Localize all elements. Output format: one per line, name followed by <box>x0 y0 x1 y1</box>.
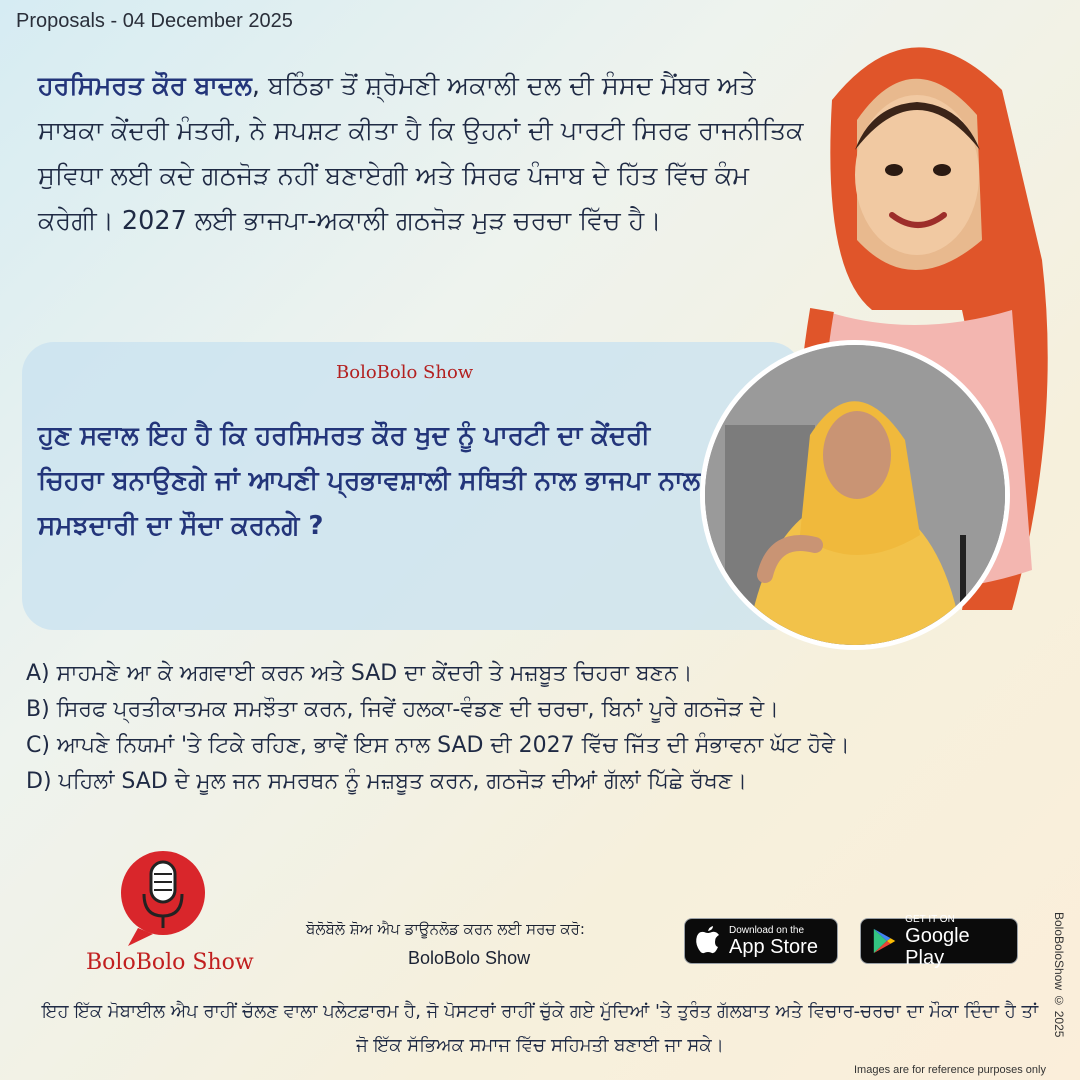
image-disclaimer: Images are for reference purposes only <box>854 1064 1046 1076</box>
speaker-photo <box>700 340 1010 650</box>
google-play-small-text: GET IT ON <box>905 913 955 925</box>
intro-paragraph <box>38 64 808 244</box>
option-b: B) ਸਿਰਫ ਪ੍ਰਤੀਕਾਤਮਕ ਸਮਝੌਤਾ ਕਰਨ, ਜਿਵੇਂ ਹਲਕਾ-ਵੰਡਣ ਦੀ ਚਰਚਾ, ਬਿਨਾਂ ਪੂਰੇ ਗਠਜੋੜ ਦੇ। <box>26 697 779 722</box>
microphone-icon <box>118 848 208 948</box>
answer-options <box>26 656 1046 800</box>
google-play-button[interactable] <box>860 913 1018 969</box>
app-store-small-text: Download on the <box>729 924 805 936</box>
question-text: ਹੁਣ ਸਵਾਲ ਇਹ ਹੈ ਕਿ ਹਰਸਿਮਰਤ ਕੌਰ ਖੁਦ ਨੂੰ ਪਾਰਟੀ ਦਾ ਕੇਂਦਰੀ ਚਿਹਰਾ ਬਨਾਉਣਗੇ ਜਾਂ ਆਪਣੀ ਪ੍ਰਭਾਵਸ਼ਾਲੀ ਸਥਿਤੀ ਨਾਲ ਭਾਜਪਾ ਨਾਲ ਸਮਝਦਾਰੀ ਦਾ ਸੌਦਾ ਕਰਨਗੇ ? <box>38 421 701 541</box>
speaker-photo-illustration <box>705 345 1010 650</box>
google-play-large-text: Google Play <box>905 924 970 969</box>
copyright-credit: BoloBoloShow © 2025 <box>1052 912 1066 1038</box>
option-c: C) ਆਪਣੇ ਨਿਯਮਾਂ 'ਤੇ ਟਿਕੇ ਰਹਿਣ, ਭਾਵੇਂ ਇਸ ਨਾਲ SAD ਦੀ 2027 ਵਿੱਚ ਜਿੱਤ ਦੀ ਸੰਭਾਵਨਾ ਘੱਟ ਹੋਵੇ। <box>26 733 850 758</box>
question-brand: BoloBolo Show <box>336 362 474 383</box>
option-d: D) ਪਹਿਲਾਂ SAD ਦੇ ਮੂਲ ਜਨ ਸਮਰਥਨ ਨੂੰ ਮਜ਼ਬੂਤ ਕਰਨ, ਗਠਜੋੜ ਦੀਆਂ ਗੱਲਾਂ ਪਿੱਛੇ ਰੱਖਣ। <box>26 769 748 794</box>
option-a: A) ਸਾਹਮਣੇ ਆ ਕੇ ਅਗਵਾਈ ਕਰਨ ਅਤੇ SAD ਦਾ ਕੇਂਦਰੀ ਤੇ ਮਜ਼ਬੂਤ ਚਿਹਰਾ ਬਣਨ। <box>26 661 693 686</box>
download-app-name: BoloBolo Show <box>408 948 531 968</box>
download-prompt: ਬੋਲੋਬੋਲੋ ਸ਼ੋਅ ਐਪ ਡਾਊਨਲੋਡ ਕਰਨ ਲਈ ਸਰਚ ਕਰੋ: <box>306 920 585 938</box>
header-tag: Proposals - 04 December 2025 <box>16 10 293 32</box>
intro-text: , ਬਠਿੰਡਾ ਤੋਂ ਸ਼੍ਰੋਮਣੀ ਅਕਾਲੀ ਦਲ ਦੀ ਸੰਸਦ ਮੈਂਬਰ ਅਤੇ ਸਾਬਕਾ ਕੇਂਦਰੀ ਮੰਤਰੀ, ਨੇ ਸਪਸ਼ਟ ਕੀਤਾ ਹੈ ਕਿ ਉਹਨਾਂ ਦੀ ਪਾਰਟੀ ਸਿਰਫ ਰਾਜਨੀਤਿਕ ਸੁਵਿਧਾ ਲਈ ਕਦੇ ਗਠਜੋੜ ਨਹੀਂ ਬਣਾਏਗੀ ਅਤੇ ਸਿਰਫ ਪੰਜਾਬ ਦੇ ਹਿੱਤ ਵਿੱਚ ਕੰਮ ਕਰੇਗੀ। 2027 ਲਈ ਭਾਜਪਾ-ਅਕਾਲੀ ਗਠਜੋੜ ਮੁੜ ਚਰਚਾ ਵਿੱਚ ਹੈ। <box>38 71 804 236</box>
google-play-icon <box>871 926 897 956</box>
apple-icon <box>695 926 721 956</box>
app-store-large-text: App Store <box>729 935 818 958</box>
app-store-button[interactable] <box>684 918 838 964</box>
platform-description: ਇਹ ਇੱਕ ਮੋਬਾਈਲ ਐਪ ਰਾਹੀਂ ਚੱਲਣ ਵਾਲਾ ਪਲੇਟਫ਼ਾਰਮ ਹੈ, ਜੋ ਪੋਸਟਰਾਂ ਰਾਹੀਂ ਚੁੱਕੇ ਗਏ ਮੁੱਦਿਆਂ 'ਤੇ ਤੁਰੰਤ ਗੱਲਬਾਤ ਅਤੇ ਵਿਚਾਰ-ਚਰਚਾ ਦਾ ਮੌਕਾ ਦਿੰਦਾ ਹੈ ਤਾਂ ਜੋ ਇੱਕ ਸੱਭਿਅਕ ਸਮਾਜ ਵਿੱਚ ਸਹਿਮਤੀ ਬਣਾਈ ਜਾ ਸਕੇ। <box>41 1001 1039 1056</box>
intro-name: ਹਰਸਿਮਰਤ ਕੌਰ ਬਾਦਲ <box>38 71 252 101</box>
brand-logo-text: BoloBolo Show <box>86 950 254 975</box>
